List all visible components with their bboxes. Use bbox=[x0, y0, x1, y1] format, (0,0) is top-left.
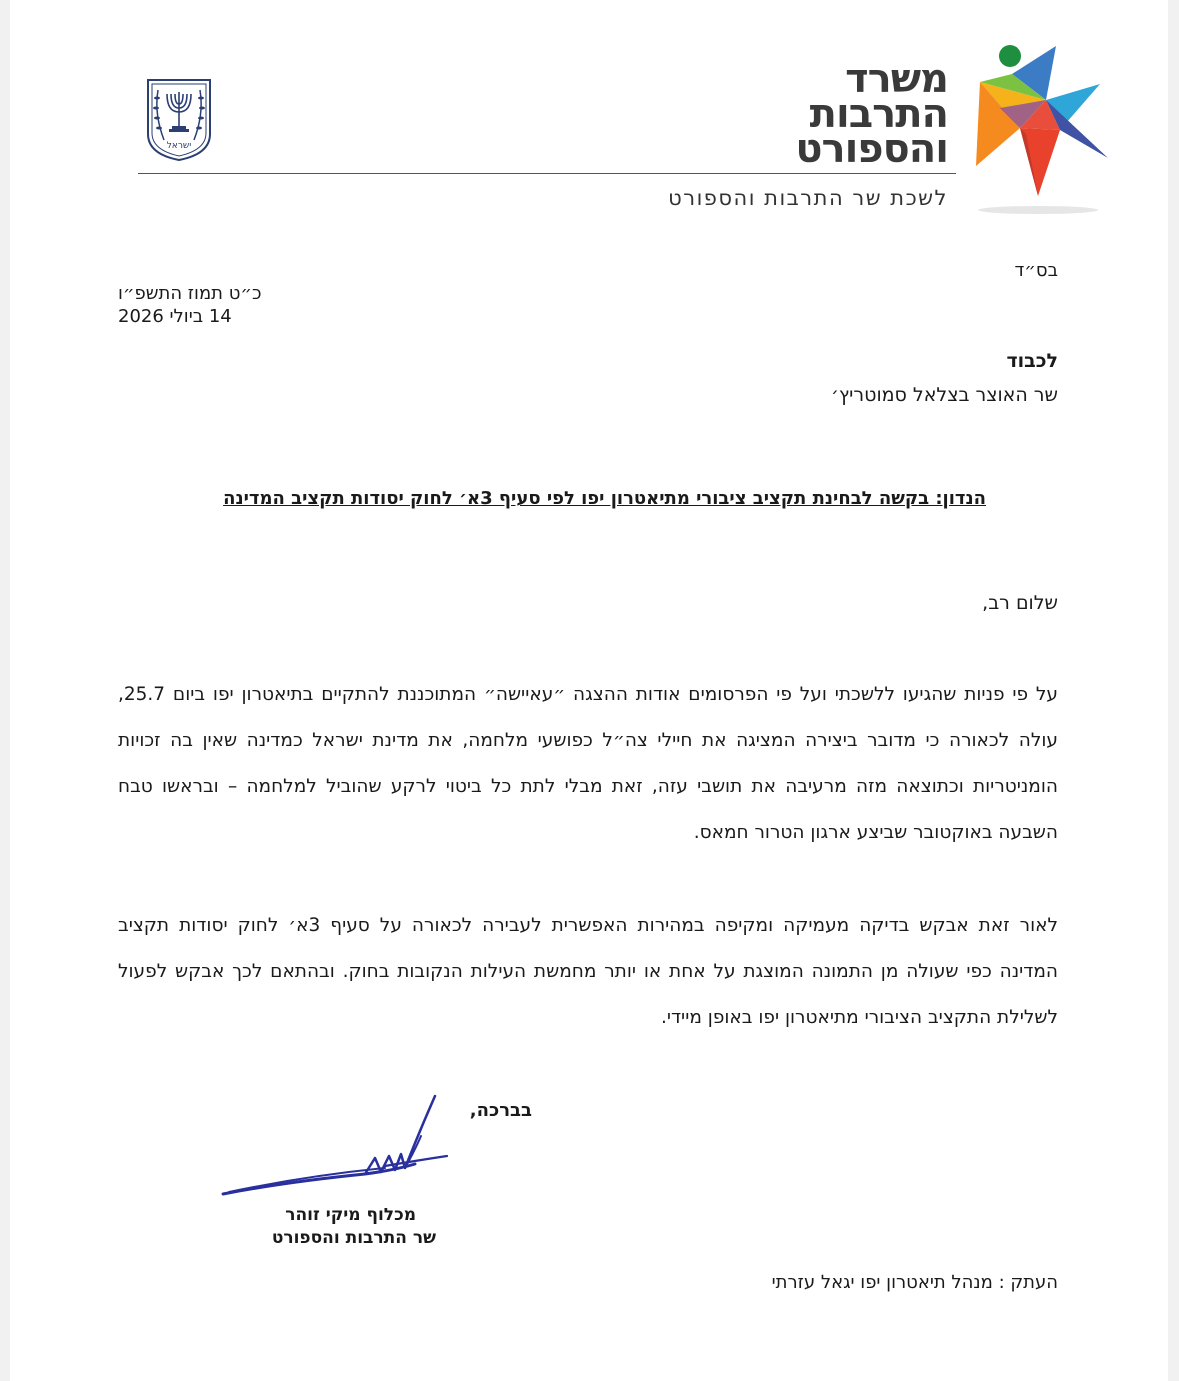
closing-blessing: בברכה, bbox=[469, 1100, 532, 1121]
office-title: לשכת שר התרבות והספורט bbox=[668, 186, 948, 210]
ministry-line-2: התרבות bbox=[809, 91, 948, 137]
header-divider bbox=[138, 173, 956, 174]
subject-line: הנדון: בקשה לבחינת תקציב ציבורי מתיאטרון יפו לפי סעיף 3א׳ לחוק יסודות תקציב המדינה bbox=[223, 488, 986, 509]
colorful-star-figure-logo-icon bbox=[960, 38, 1110, 218]
recipient-name: שר האוצר בצלאל סמוטריץ׳ bbox=[831, 384, 1058, 406]
recipient-label: לכבוד bbox=[1006, 350, 1058, 372]
ministry-line-1: משרד bbox=[845, 56, 948, 102]
emblem-text: ישראל bbox=[166, 141, 192, 151]
ministry-name bbox=[688, 56, 948, 172]
date-gregorian: 14 ביולי 2026 bbox=[118, 306, 232, 327]
greeting: שלום רב, bbox=[982, 592, 1058, 614]
cc-line: העתק : מנהל תיאטרון יפו יגאל עזרתי bbox=[771, 1272, 1058, 1293]
bsd-mark: בס״ד bbox=[1014, 260, 1058, 281]
body-paragraph-2: לאור זאת אבקש בדיקה מעמיקה ומקיפה במהירות האפשרית לעבירה לכאורה על סעיף 3א׳ לחוק יסודות תקציב המדינה כפי שעולה מן התמונה המוצגת על אחת או יותר מחמשת העילות הנקובות בחוק. ובהתאם לכך אבקש לפעול לשלילת התקציב הציבורי מתיאטרון יפו באופן מיידי. bbox=[118, 915, 1058, 1028]
menorah-emblem-icon bbox=[144, 76, 214, 162]
date-hebrew: כ״ט תמוז התשפ״ו bbox=[118, 283, 262, 304]
handwritten-signature-icon bbox=[215, 1090, 450, 1205]
signer-name: מכלוף מיקי זוהר bbox=[285, 1205, 416, 1225]
letter-page bbox=[10, 0, 1168, 1381]
ministry-line-3: והספורט bbox=[795, 126, 948, 172]
body-paragraph-1: על פי פניות שהגיעו ללשכתי ועל פי הפרסומים אודות ההצגה ״עאיישה״ המתוכננת להתקיים בתיאטרון יפו ביום 25.7, עולה לכאורה כי מדובר ביצירה המציגה את חיילי צה״ל כפושעי מלחמה, את מדינת ישראל כמדינה שאין בה זכויות הומניטריות וכתוצאה מזה מרעיבה את תושבי עזה, זאת מבלי לתת כל ביטוי לרקע שהוביל למלחמה – ובראשו טבח השבעה באוקטובר שביצע ארגון הטרור חמאס. bbox=[118, 684, 1058, 843]
signer-title: שר התרבות והספורט bbox=[271, 1228, 436, 1248]
